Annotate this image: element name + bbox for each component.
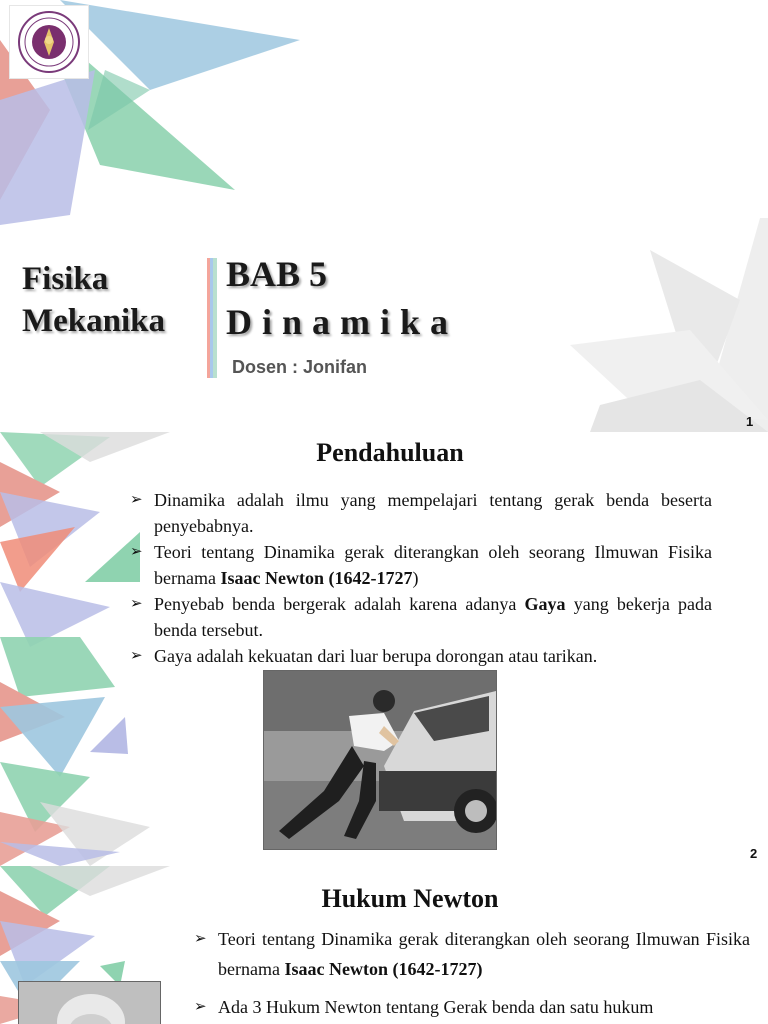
arrow-bullet-icon: ➢ bbox=[194, 999, 207, 1015]
bullet-text-bold: Isaac Newton bbox=[284, 959, 388, 979]
bullet-text: Teori tentang Dinamika gerak diterangkan oleh seorang Ilmuwan Fisika bernama bbox=[154, 542, 712, 588]
bullet-text: Penyebab benda bergerak adalah karena adanya bbox=[154, 594, 525, 614]
bullet-text: Dinamika adalah ilmu yang mempelajari tentang gerak benda beserta penyebabnya. bbox=[154, 490, 712, 536]
bullet-item bbox=[124, 487, 712, 539]
course-title-line1: Fisika bbox=[22, 261, 109, 297]
lecturer-name: Dosen : Jonifan bbox=[232, 357, 368, 377]
bullet-text-bold: Gaya bbox=[524, 594, 566, 614]
slide-heading: Pendahuluan bbox=[316, 438, 464, 467]
slide-heading: Hukum Newton bbox=[321, 884, 499, 913]
portrait-icon bbox=[19, 982, 160, 1024]
bullet-text: Ada 3 Hukum Newton tentang Gerak benda dan satu hukum bbox=[218, 997, 654, 1017]
bullet-text-bold: (1642-1727) bbox=[392, 959, 483, 979]
arrow-bullet-icon: ➢ bbox=[130, 492, 143, 508]
course-title bbox=[22, 258, 165, 342]
bullet-text: yang bekerja pada benda tersebut. bbox=[154, 594, 712, 640]
bullet-text-bold: Isaac Newton bbox=[220, 568, 324, 588]
bullet-item bbox=[188, 992, 750, 1022]
bullet-text-bold: (1642-1727 bbox=[328, 568, 413, 588]
bullet-text: ) bbox=[412, 568, 419, 588]
bullet-list bbox=[188, 924, 750, 1024]
page-number: 2 bbox=[750, 846, 758, 861]
university-seal-icon bbox=[10, 6, 88, 78]
arrow-bullet-icon: ➢ bbox=[130, 596, 143, 612]
page-number: 1 bbox=[746, 414, 754, 429]
newton-law-slide bbox=[0, 866, 768, 1024]
arrow-bullet-icon: ➢ bbox=[194, 931, 207, 947]
man-pushing-car-icon bbox=[264, 671, 496, 849]
bullet-item bbox=[188, 924, 750, 984]
course-title-line2: Mekanika bbox=[22, 303, 166, 339]
arrow-bullet-icon: ➢ bbox=[130, 648, 143, 664]
arrow-bullet-icon: ➢ bbox=[130, 544, 143, 560]
title-slide bbox=[0, 0, 768, 432]
decorative-shapes bbox=[0, 0, 768, 432]
university-logo bbox=[9, 5, 89, 79]
bullet-text: Gaya adalah kekuatan dari luar berupa dorongan atau tarikan. bbox=[154, 646, 598, 666]
bullet-item bbox=[124, 643, 712, 669]
divider-bar bbox=[207, 258, 217, 378]
bullet-item bbox=[124, 539, 712, 591]
bullet-text: Teori tentang Dinamika gerak diterangkan oleh seorang Ilmuwan Fisika bernama bbox=[218, 929, 750, 979]
chapter-number: BAB 5 bbox=[226, 254, 328, 294]
chapter-title: Dinamika bbox=[226, 302, 459, 342]
portrait-photo bbox=[18, 981, 161, 1024]
introduction-slide bbox=[0, 432, 768, 866]
bullet-item bbox=[124, 591, 712, 643]
bullet-list bbox=[124, 487, 712, 669]
man-pushing-car-photo bbox=[263, 670, 497, 850]
